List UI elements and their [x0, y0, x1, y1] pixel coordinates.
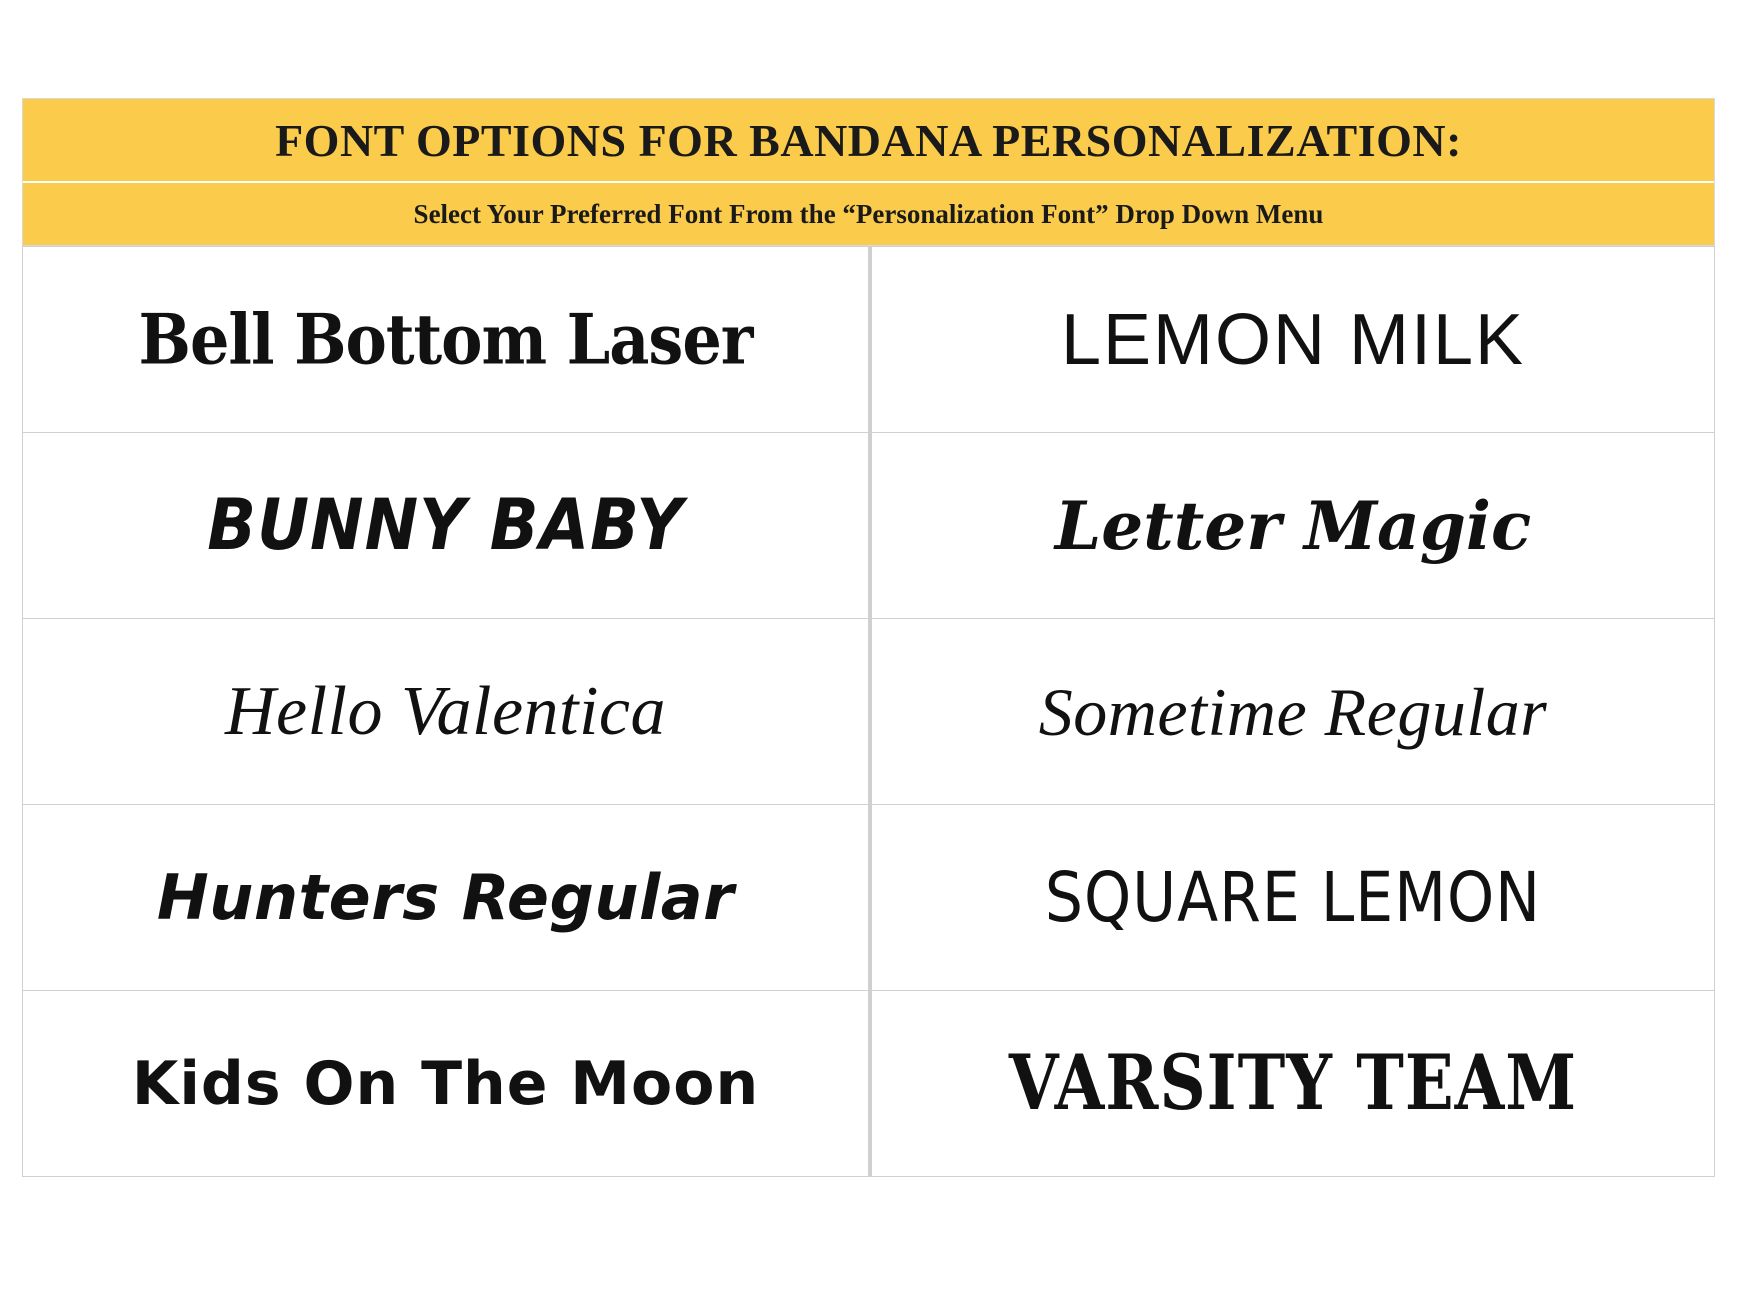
- font-sample-letter-magic: Letter Magic: [1054, 486, 1532, 565]
- header-block: [22, 98, 1715, 246]
- font-sample-bell-bottom-laser: Bell Bottom Laser: [138, 298, 753, 380]
- font-sample-cell[interactable]: [23, 805, 869, 991]
- font-sample-cell[interactable]: [869, 247, 1715, 433]
- font-sample-hunters-regular: Hunters Regular: [156, 860, 735, 934]
- font-sample-cell[interactable]: [23, 433, 869, 619]
- font-options-panel: [22, 98, 1715, 1173]
- subtitle-bar: [23, 183, 1714, 245]
- font-sample-grid: [22, 246, 1715, 1177]
- font-sample-kids-on-the-moon: Kids On The Moon: [131, 1048, 760, 1119]
- page-subtitle: Select Your Preferred Font From the “Personalization Font” Drop Down Menu: [413, 198, 1324, 229]
- font-sample-varsity-team: VARSITY TEAM: [1008, 1038, 1578, 1128]
- title-bar: [23, 99, 1714, 183]
- font-sample-cell[interactable]: [869, 805, 1715, 991]
- font-sample-cell[interactable]: [869, 991, 1715, 1177]
- font-sample-cell[interactable]: [23, 247, 869, 433]
- font-sample-lemon-milk: LEMON MILK: [1060, 299, 1526, 380]
- font-sample-cell[interactable]: [869, 433, 1715, 619]
- font-sample-bunny-baby: BUNNY BABY: [207, 484, 684, 567]
- font-sample-square-lemon: SQUARE LEMON: [1044, 857, 1542, 938]
- font-sample-cell[interactable]: [23, 619, 869, 805]
- font-sample-hello-valentica: Hello Valentica: [224, 672, 666, 750]
- font-sample-sometime-regular: Sometime Regular: [1038, 673, 1548, 750]
- font-sample-cell[interactable]: [23, 991, 869, 1177]
- page-title: FONT OPTIONS FOR BANDANA PERSONALIZATION:: [275, 114, 1462, 166]
- font-sample-cell[interactable]: [869, 619, 1715, 805]
